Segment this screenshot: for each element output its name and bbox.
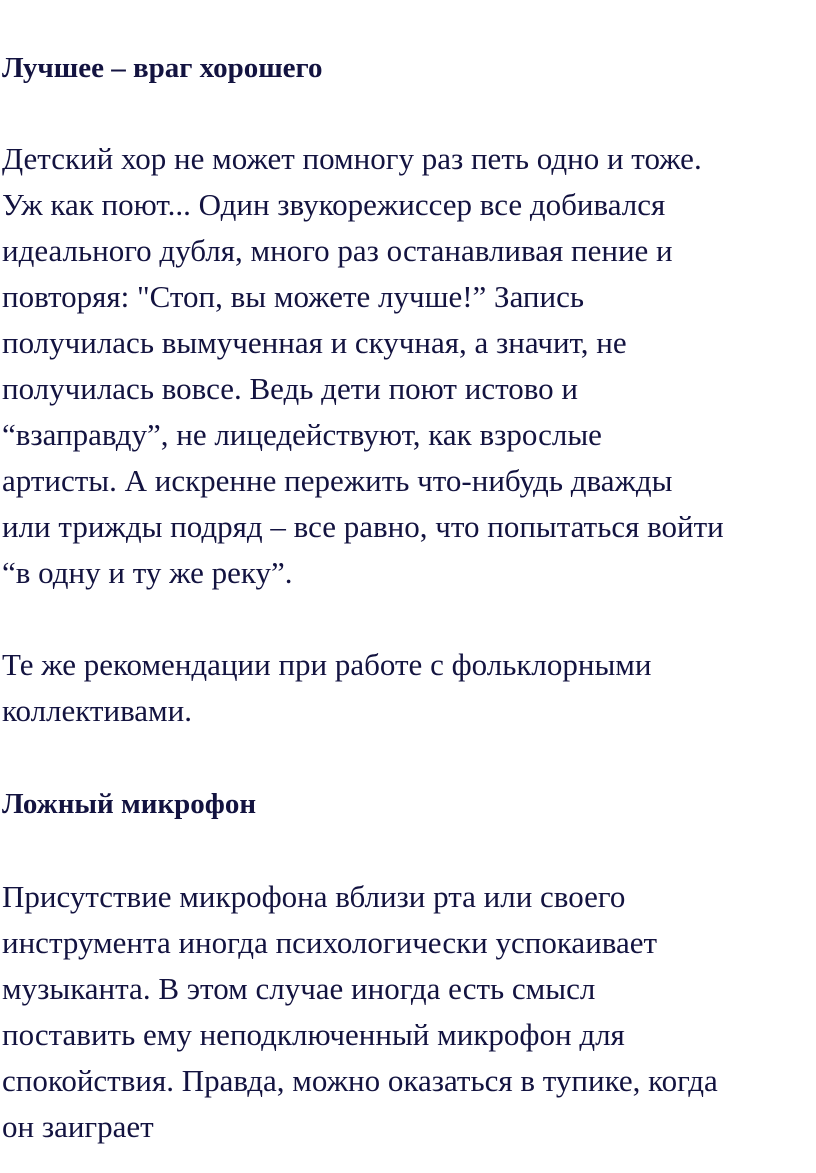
- paragraph-fake-microphone: [2, 874, 718, 1150]
- paragraph-line: инструмента иногда психологически успокаивает: [2, 925, 658, 960]
- paragraph-line: “взаправду”, не лицедействуют, как взрослые: [2, 417, 602, 452]
- paragraph-line: спокойствия. Правда, можно оказаться в тупике, когда: [2, 1063, 718, 1098]
- paragraph-line: “в одну и ту же реку”.: [2, 555, 293, 590]
- paragraph-line: музыканта. В этом случае иногда есть смысл: [2, 971, 596, 1006]
- paragraph-line: артисты. А искренне пережить что-нибудь дважды: [2, 463, 673, 498]
- paragraph-line: Уж как поют... Один звукорежиссер все добивался: [2, 187, 666, 222]
- paragraph-line: Присутствие микрофона вблизи рта или своего: [2, 879, 626, 914]
- paragraph-line: повторяя: "Стоп, вы можете лучше!” Запись: [2, 279, 584, 314]
- paragraph-childrens-choir: [2, 136, 724, 596]
- paragraph-line: получилась вымученная и скучная, а значит, не: [2, 325, 627, 360]
- paragraph-line: он заиграет: [2, 1109, 154, 1144]
- section-heading-best-enemy-of-good: Лучшее – враг хорошего: [2, 52, 323, 84]
- paragraph-line: Детский хор не может помногу раз петь одно и тоже.: [2, 141, 702, 176]
- paragraph-line: или трижды подряд – все равно, что попытаться войти: [2, 509, 724, 544]
- paragraph-line: Те же рекомендации при работе с фольклорными: [2, 647, 652, 682]
- paragraph-line: получилась вовсе. Ведь дети поют истово и: [2, 371, 578, 406]
- paragraph-line: поставить ему неподключенный микрофон для: [2, 1017, 625, 1052]
- paragraph-line: идеального дубля, много раз останавливая пение и: [2, 233, 673, 268]
- paragraph-line: коллективами.: [2, 693, 193, 728]
- section-heading-fake-microphone: Ложный микрофон: [2, 788, 257, 820]
- paragraph-folklore-recommendations: [2, 642, 652, 734]
